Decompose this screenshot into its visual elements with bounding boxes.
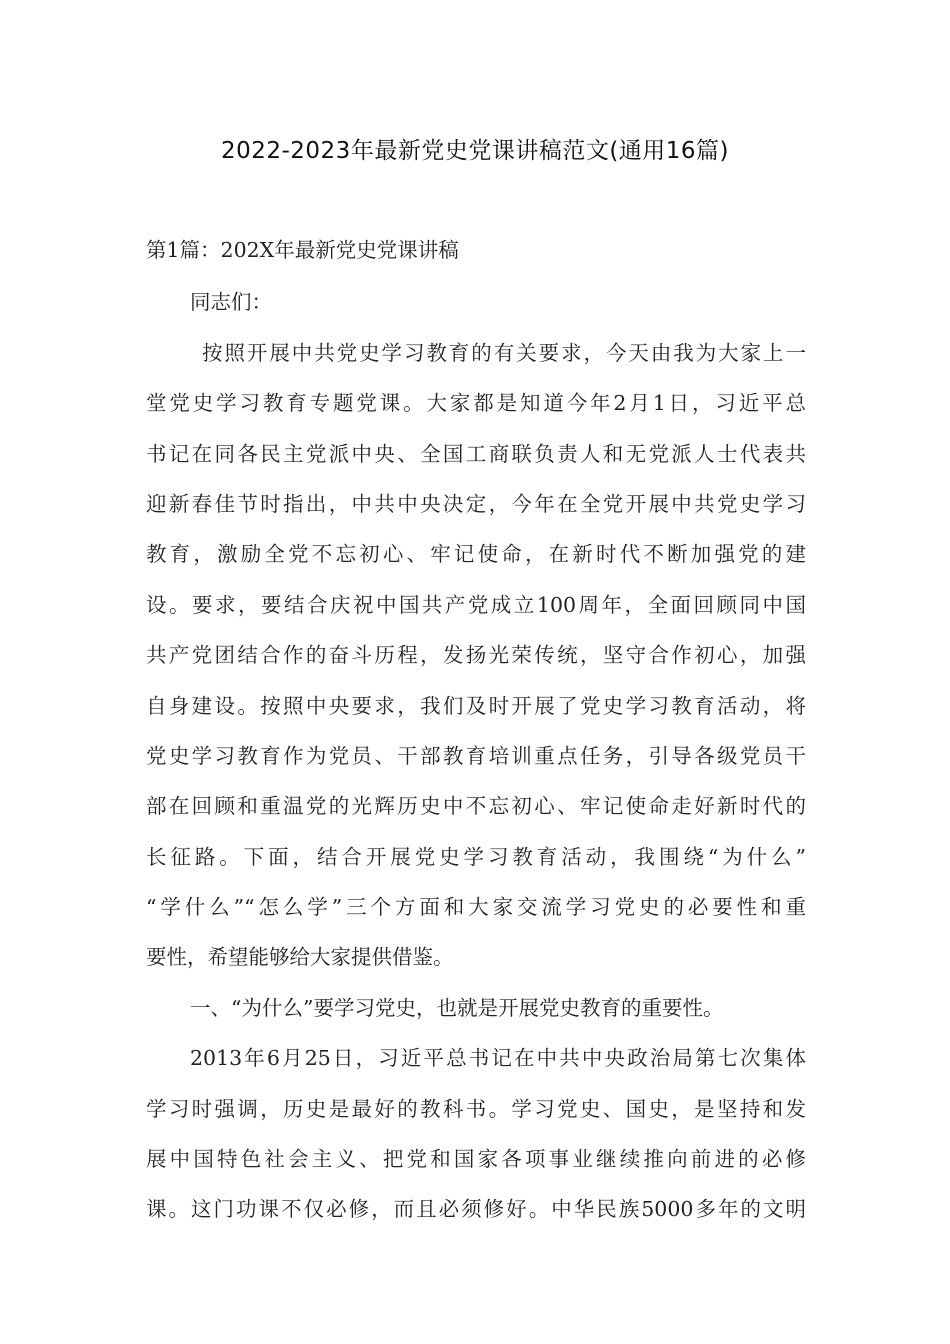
section-subheading: 一、“为什么”要学习党史，也就是开展党史教育的重要性。: [190, 995, 724, 1020]
paragraph-line: 自身建设。按照中央要求，我们及时开展了党史学习教育活动，将: [146, 693, 806, 718]
paragraph-line: 共产党团结合作的奋斗历程，发扬光荣传统，坚守合作初心，加强: [146, 643, 806, 668]
paragraph-line: 课。这门功课不仅必修，而且必须修好。中华民族5000多年的文明: [146, 1197, 806, 1222]
paragraph-line: 书记在同各民主党派中央、全国工商联负责人和无党派人士代表共: [146, 441, 806, 466]
paragraph-line: 迎新春佳节时指出，中共中央决定，今年在全党开展中共党史学习: [146, 491, 806, 516]
paragraph-line: 党史学习教育作为党员、干部教育培训重点任务，引导各级党员干: [146, 743, 806, 768]
document-body: [146, 232, 806, 1242]
paragraph-line: 展中国特色社会主义、把党和国家各项事业继续推向前进的必修: [146, 1147, 806, 1172]
paragraph-line: 堂党史学习教育专题党课。大家都是知道今年2月1日，习近平总: [146, 391, 806, 416]
paragraph-line: 教育，激励全党不忘初心、牢记使命，在新时代不断加强党的建: [146, 542, 806, 567]
paragraph-line: 学习时强调，历史是最好的教科书。学习党史、国史，是坚持和发: [146, 1096, 806, 1121]
paragraph-line: “学什么”“怎么学”三个方面和大家交流学习党史的必要性和重: [146, 895, 806, 920]
salutation: 同志们：: [190, 290, 272, 315]
section-heading: 第1篇：202X年最新党史党课讲稿: [146, 238, 459, 262]
paragraph-line: 按照开展中共党史学习教育的有关要求，今天由我为大家上一: [202, 340, 806, 365]
paragraph-line: 长征路。下面，结合开展党史学习教育活动，我围绕“为什么”: [146, 844, 806, 869]
document-title: 2022-2023年最新党史党课讲稿范文(通用16篇): [220, 138, 730, 164]
paragraph-line: 设。要求，要结合庆祝中国共产党成立100周年，全面回顾同中国: [146, 592, 806, 617]
paragraph-line: 部在回顾和重温党的光辉历史中不忘初心、牢记使命走好新时代的: [146, 794, 806, 819]
paragraph-line: 2013年6月25日，习近平总书记在中共中央政治局第七次集体: [190, 1046, 806, 1071]
paragraph-line: 要性，希望能够给大家提供借鉴。: [146, 945, 454, 970]
